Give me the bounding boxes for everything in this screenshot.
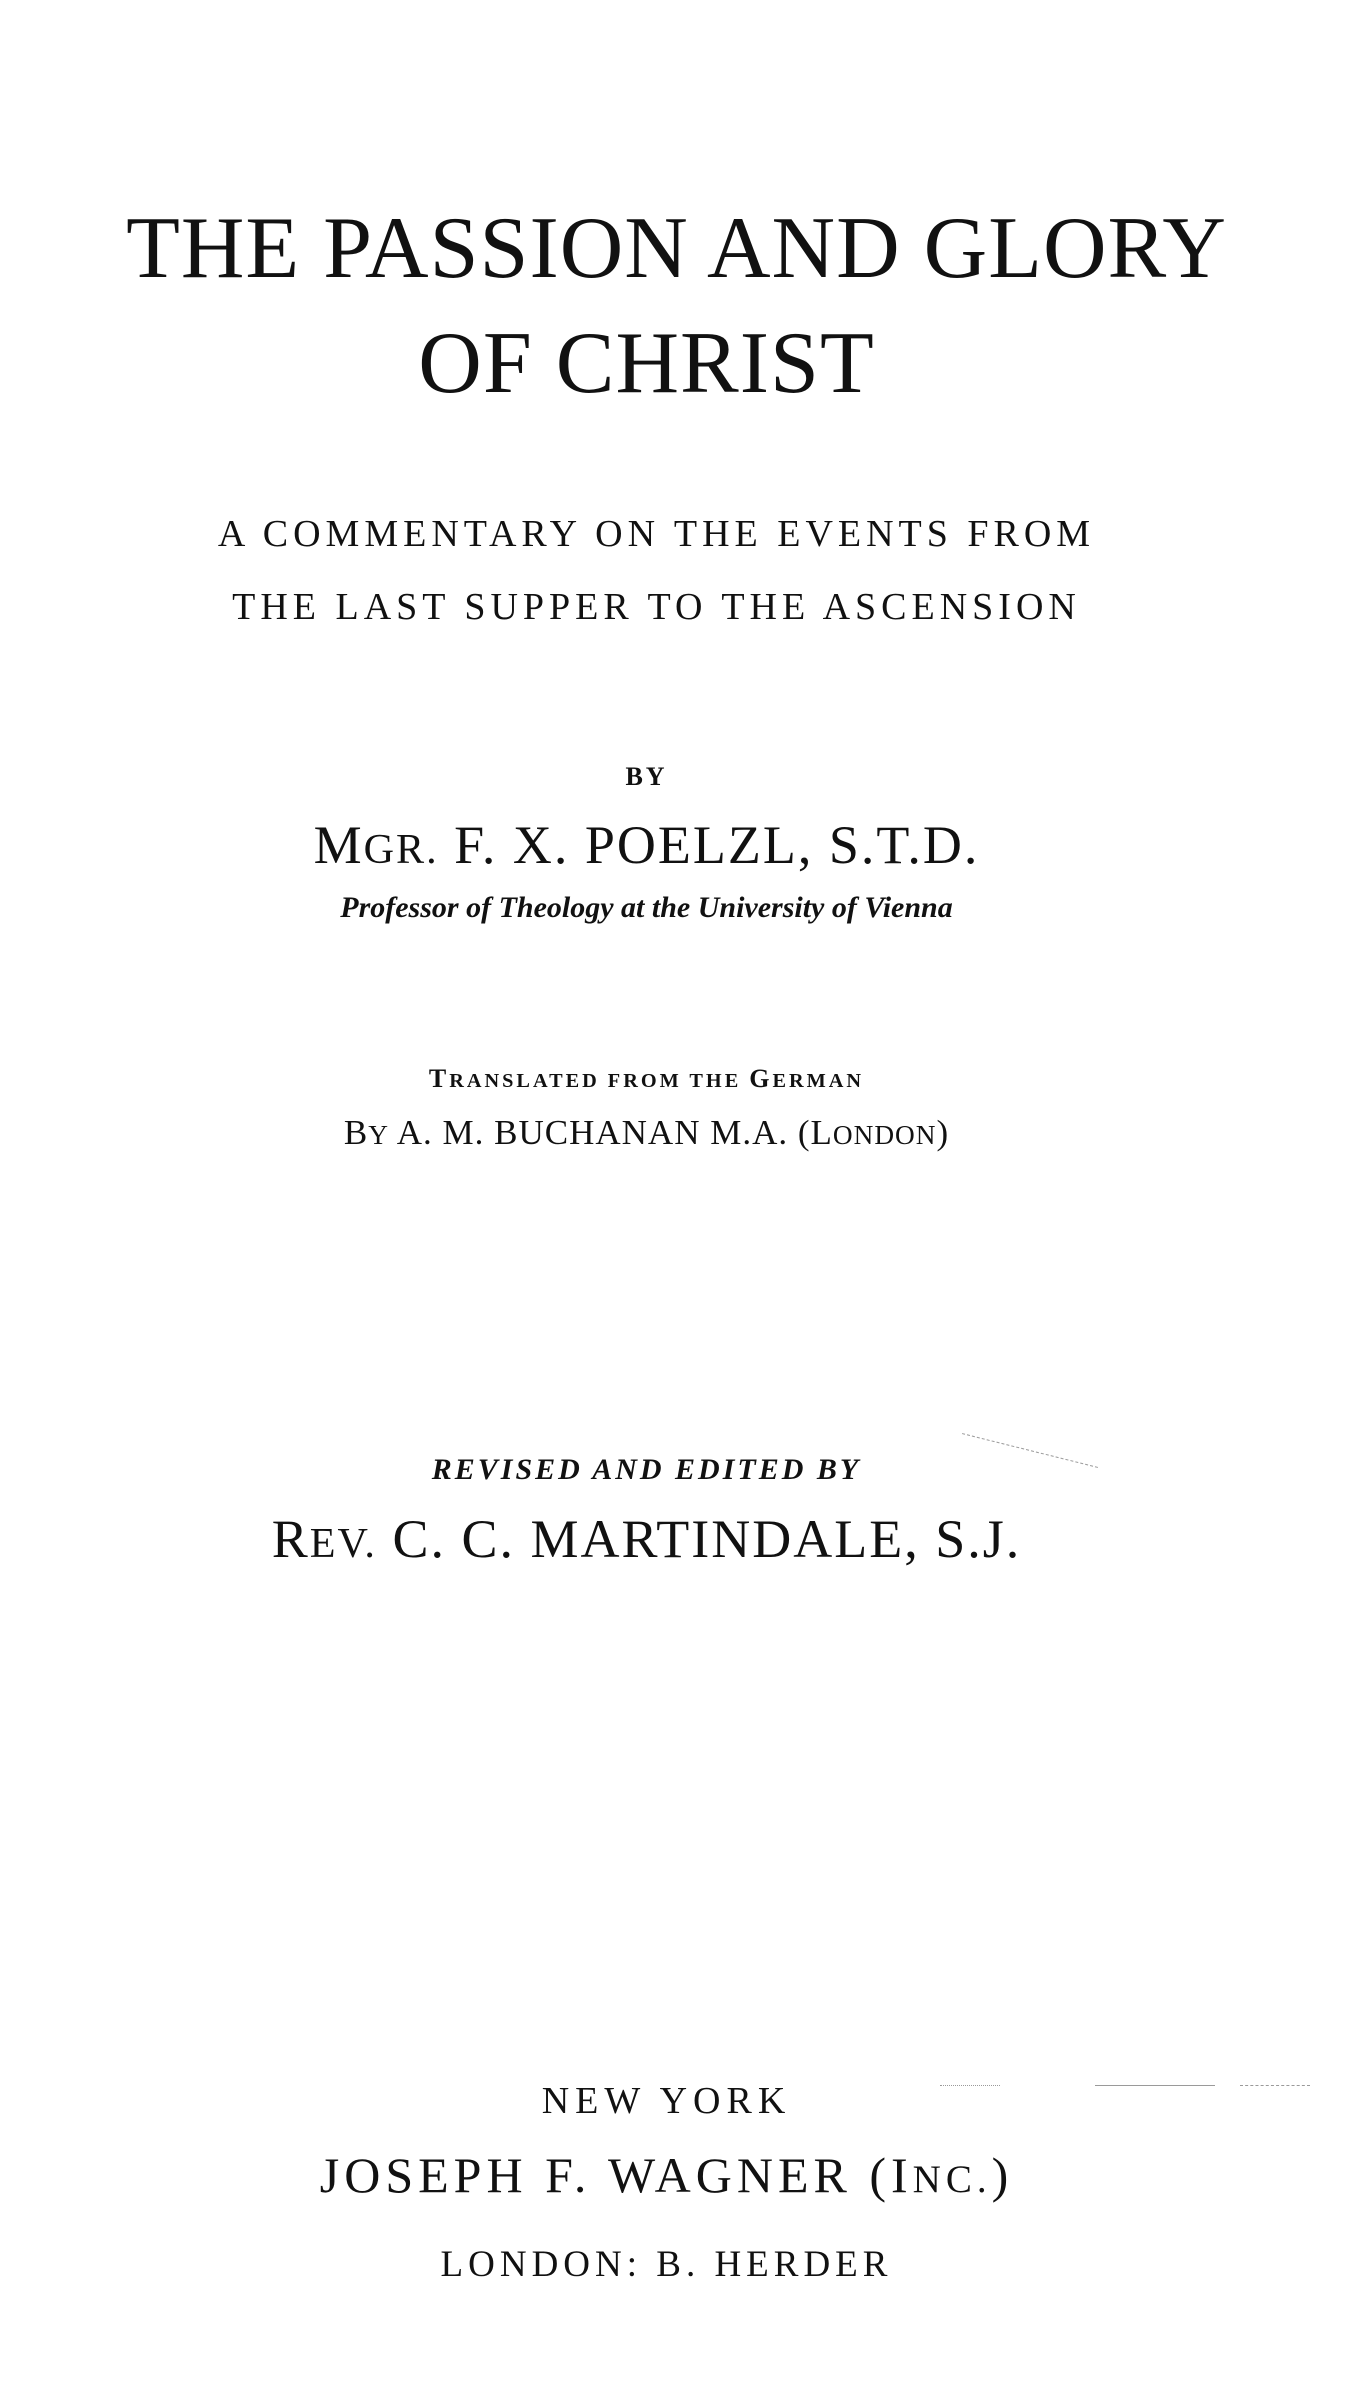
book-title-line-1: THE PASSION AND GLORY: [126, 200, 1227, 297]
translated-ranslated: RANSLATED FROM THE: [449, 1070, 750, 1092]
editor-fullname: C. C. MARTINDALE, S.J.: [392, 1509, 1022, 1569]
translated-T: T: [428, 1064, 450, 1093]
translated-erman: ERMAN: [772, 1070, 865, 1092]
imprint-city: NEW YORK: [541, 2080, 792, 2122]
editor-name: [0, 1509, 1323, 1569]
translator-name: [0, 1115, 1323, 1150]
translator-close: ): [936, 1113, 950, 1152]
translator-by-y: Y: [368, 1120, 389, 1150]
translator-place-rest: ONDON: [832, 1120, 937, 1150]
translated-G: G: [749, 1064, 773, 1093]
publisher-close: ): [991, 2147, 1014, 2203]
author-prefix-initial: M: [313, 815, 364, 875]
publisher-fullname: JOSEPH F. WAGNER (: [319, 2147, 891, 2203]
scan-mark-4: [1240, 2085, 1310, 2086]
book-title-line-2: OF CHRIST: [418, 315, 875, 412]
subtitle-line-1: A COMMENTARY ON THE EVENTS FROM: [217, 513, 1096, 555]
subtitle-line-2: THE LAST SUPPER TO THE ASCENSION: [232, 586, 1081, 628]
imprint-london: LONDON: B. HERDER: [440, 2244, 893, 2285]
translator-by-B: B: [343, 1113, 369, 1152]
author-prefix-rest: GR.: [363, 826, 439, 873]
editor-prefix-initial: R: [271, 1509, 310, 1569]
author-role: Professor of Theology at the University of Vienna: [340, 891, 953, 924]
scan-mark-2: [1095, 2085, 1215, 2086]
author-name: [0, 815, 1323, 875]
by-label: BY: [625, 762, 668, 791]
imprint-publisher: [0, 2147, 1343, 2203]
publisher-nc: NC.: [912, 2158, 992, 2201]
translated-label: [0, 1066, 1323, 1092]
translator-fullname: A. M. BUCHANAN M.A. (: [396, 1113, 811, 1152]
scan-mark-3: [940, 2085, 1000, 2086]
translator-place-L: L: [810, 1113, 833, 1152]
editor-prefix-rest: EV.: [309, 1520, 377, 1567]
revised-label: REVISED AND EDITED BY: [431, 1453, 862, 1486]
publisher-I: I: [891, 2147, 913, 2203]
author-fullname: F. X. POELZL, S.T.D.: [454, 815, 980, 875]
